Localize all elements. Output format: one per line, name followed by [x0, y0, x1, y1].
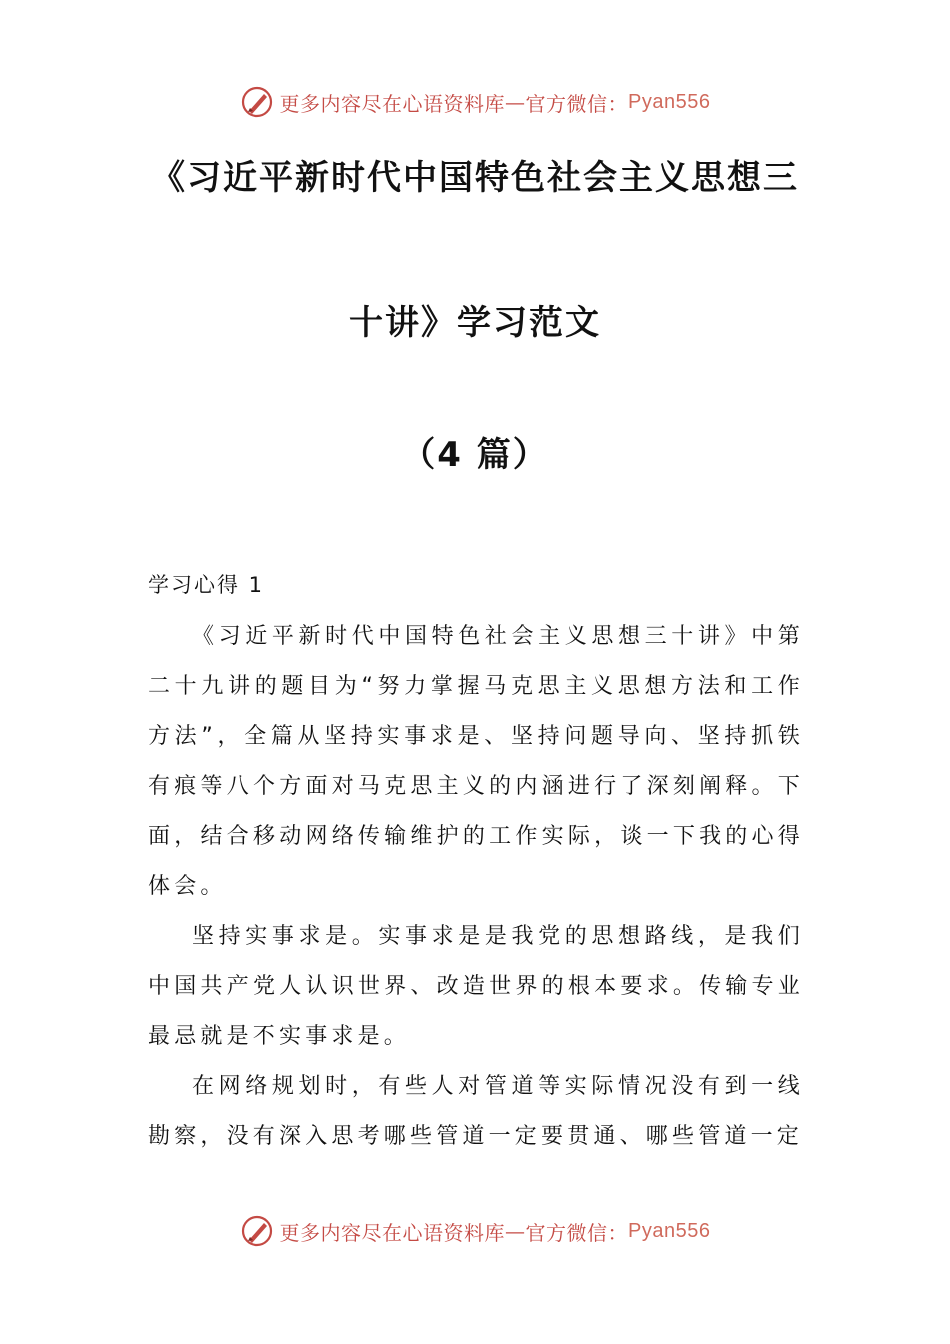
watermark-account: Pyan556: [628, 1219, 711, 1242]
watermark-separator: —: [505, 1219, 526, 1243]
watermark-banner-bottom: [0, 1211, 950, 1251]
body-paragraph: 在网络规划时，有些人对管道等实际情况没有到一线勘察，没有深入思考哪些管道一定要贯通、哪些管道一定: [148, 1074, 804, 1149]
watermark-wechat-label: 官方微信：: [525, 91, 629, 116]
watermark-separator: —: [505, 90, 526, 114]
watermark-wechat-label: 官方微信：: [525, 1220, 629, 1245]
body-paragraph: 《习近平新时代中国特色社会主义思想三十讲》中第二十九讲的题目为“努力掌握马克思主义思想方法和工作方法”，全篇从坚持实事求是、坚持问题导向、坚持抓铁有痕等八个方面对马克思主义的内涵进行了深刻阐释。下面，结合移动网络传输维护的工作实际，谈一下我的心得体会。: [148, 624, 804, 899]
watermark-banner-top: [0, 82, 950, 122]
document-subtitle: （4 篇）: [401, 435, 549, 475]
document-title-line-2: 十讲》学习范文: [349, 303, 601, 343]
pen-circle-icon: [240, 85, 274, 119]
watermark-slogan: 更多内容尽在心语资料库: [279, 1220, 506, 1245]
body-paragraph: 坚持实事求是。实事求是是我党的思想路线，是我们中国共产党人认识世界、改造世界的根本要求。传输专业最忌就是不实事求是。: [148, 924, 804, 1049]
watermark-slogan: 更多内容尽在心语资料库: [279, 91, 506, 116]
section-label: 学习心得 1: [148, 573, 265, 597]
watermark-account: Pyan556: [628, 90, 711, 113]
pen-circle-icon: [240, 1214, 274, 1248]
document-title-line-1: 《习近平新时代中国特色社会主义思想三: [151, 158, 799, 198]
